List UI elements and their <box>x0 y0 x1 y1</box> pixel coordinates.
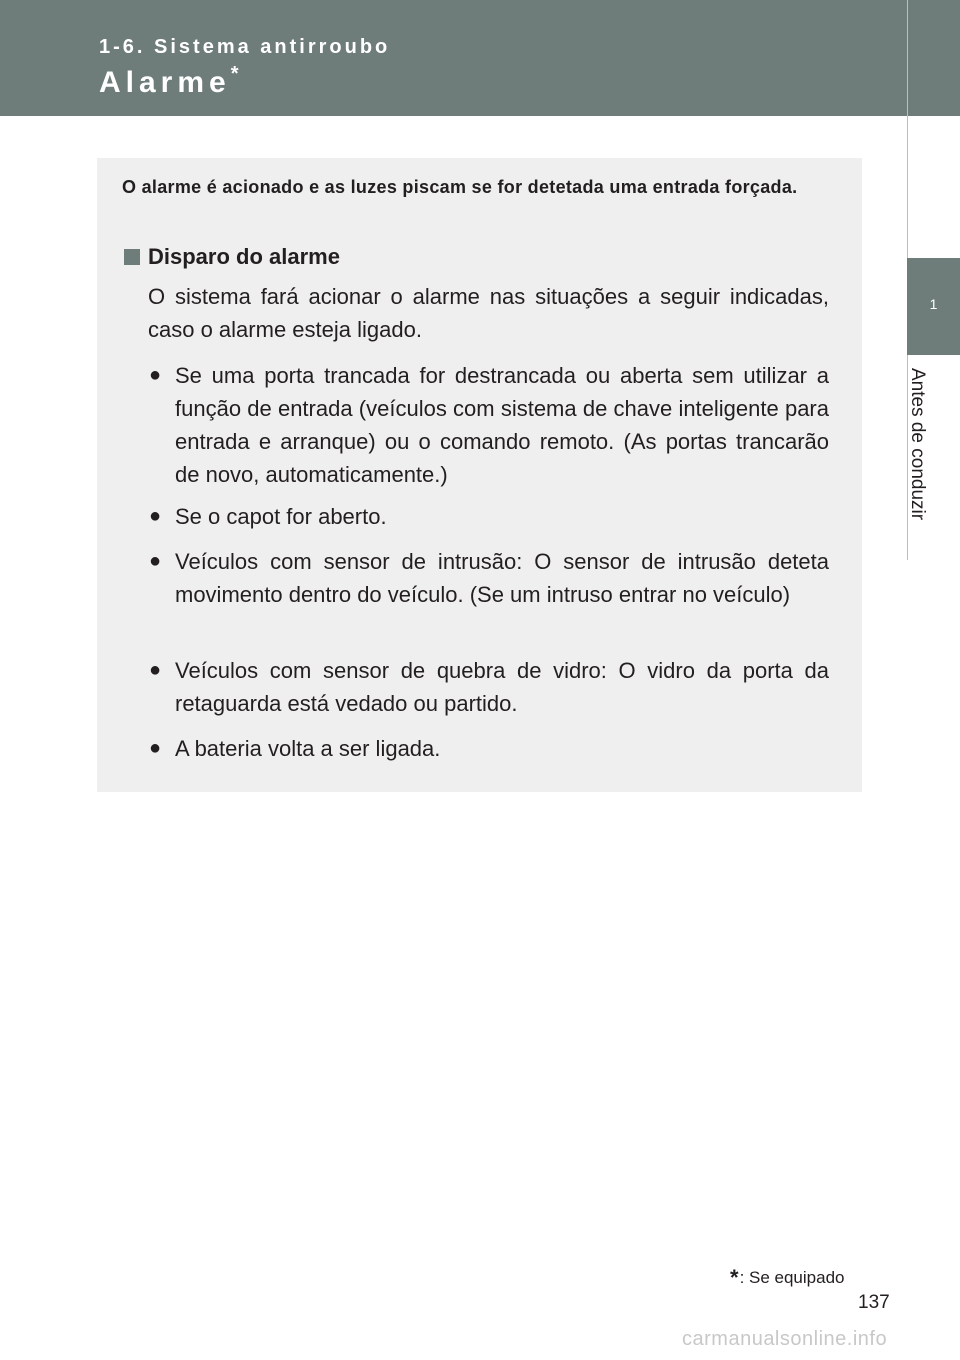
section-label: 1-6. Sistema antirroubo <box>99 36 391 58</box>
page-number: 137 <box>858 1292 890 1313</box>
title-asterisk: * <box>230 63 239 85</box>
chapter-tab <box>907 258 960 355</box>
bullet-text: Se o capot for aberto. <box>175 504 387 529</box>
bullet-text: Se uma porta trancada for destrancada ou aberta sem utilizar a função de entrada (veículos com sistema de chave inteligente para entrada e arranque) ou o comando remoto. (As portas trancarão de novo, automaticamente.) <box>175 363 829 487</box>
subheading <box>124 244 340 270</box>
bullet-dot-icon: ● <box>149 659 162 681</box>
chapter-number: 1 <box>929 296 938 312</box>
bullet-dot-icon: ● <box>149 505 162 527</box>
footnote-text: : Se equipado <box>739 1268 845 1287</box>
bullet-text: A bateria volta a ser ligada. <box>175 736 441 761</box>
bullet-item <box>149 654 829 720</box>
footnote-asterisk: * <box>730 1265 739 1290</box>
bullet-text: Veículos com sensor de intrusão: O sensor de intrusão deteta movimento dentro do veículo. (Se um intruso entrar no veículo) <box>175 549 829 607</box>
watermark: carmanualsonline.info <box>682 1328 888 1350</box>
bullet-text: Veículos com sensor de quebra de vidro: O vidro da porta da retaguarda está vedado ou partido. <box>175 658 829 716</box>
page-title <box>99 63 239 100</box>
bullet-item <box>149 545 829 611</box>
bullet-item <box>149 732 829 765</box>
bullet-item <box>149 359 829 491</box>
chapter-label: Antes de conduzir <box>907 368 928 521</box>
bullet-dot-icon: ● <box>149 550 162 572</box>
body-paragraph: O sistema fará acionar o alarme nas situações a seguir indicadas, caso o alarme esteja ligado. <box>148 284 829 342</box>
subheading-text: Disparo do alarme <box>148 244 340 269</box>
square-bullet-icon <box>124 249 140 265</box>
footnote <box>730 1263 844 1289</box>
bullet-item <box>149 500 829 533</box>
page-title-text: Alarme <box>99 66 231 99</box>
bullet-dot-icon: ● <box>149 364 162 386</box>
intro-text: O alarme é acionado e as luzes piscam se for detetada uma entrada forçada. <box>122 177 798 197</box>
bullet-dot-icon: ● <box>149 737 162 759</box>
page-header <box>0 0 960 116</box>
